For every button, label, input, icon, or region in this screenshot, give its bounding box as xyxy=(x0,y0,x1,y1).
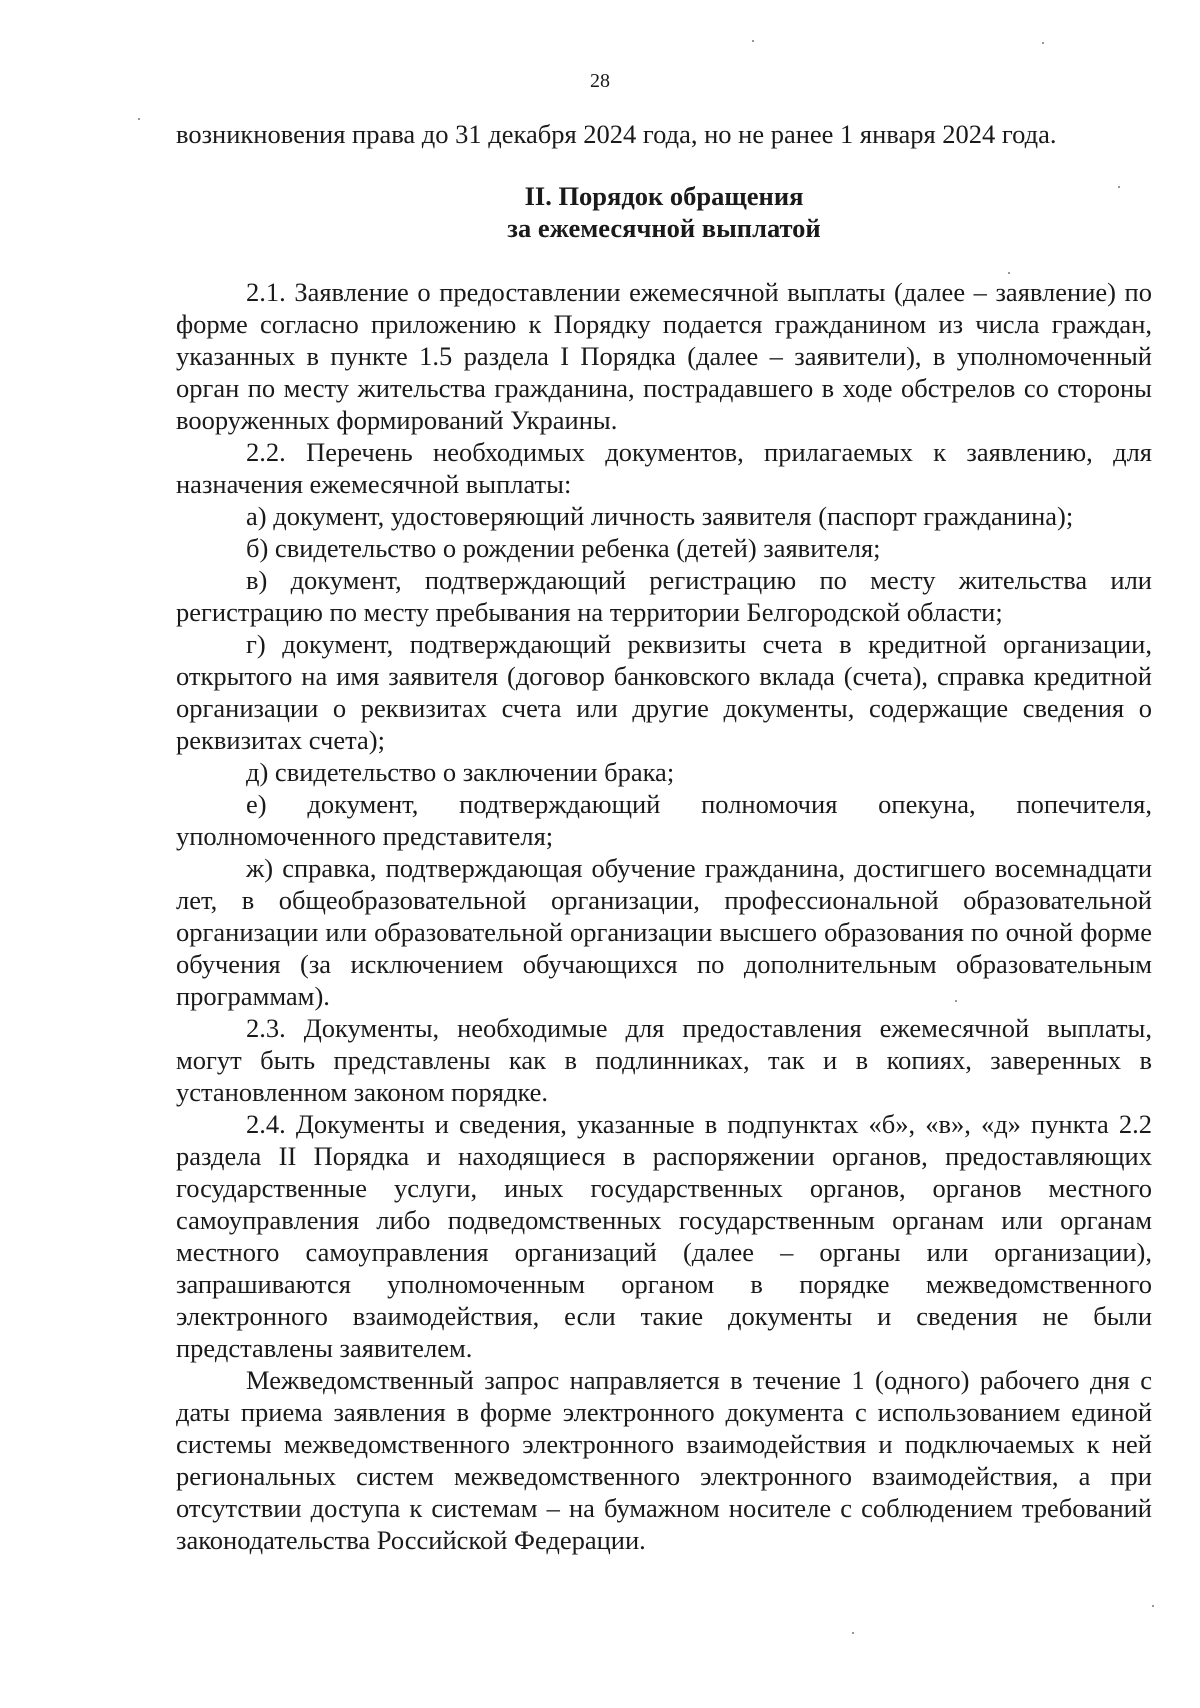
scan-speck xyxy=(138,118,140,120)
section-title-line1: II. Порядок обращения xyxy=(524,181,804,211)
list-item-a: а) документ, удостоверяющий личность заявителя (паспорт гражданина); xyxy=(246,501,1074,531)
page-number: 28 xyxy=(590,70,610,92)
paragraph-2-2: 2.2. Перечень необходимых документов, прилагаемых к заявлению, для назначения ежемесячной выплаты: xyxy=(176,437,1152,499)
scan-speck xyxy=(752,40,754,42)
list-item-v: в) документ, подтверждающий регистрацию по месту жительства или регистрацию по месту пребывания на территории Белгородской области; xyxy=(176,565,1152,627)
continuation-text: возникновения права до 31 декабря 2024 года, но не ранее 1 января 2024 года. xyxy=(176,119,1057,149)
scan-speck xyxy=(852,1632,854,1634)
section-title-line2: за ежемесячной выплатой xyxy=(507,213,821,243)
scan-speck xyxy=(955,1000,957,1002)
section-heading xyxy=(176,180,1152,244)
scan-speck xyxy=(1118,186,1120,188)
list-item-zh: ж) справка, подтверждающая обучение гражданина, достигшего восемнадцати лет, в общеобразовательной организации, профессиональной образовательной организации или образовательной организации высшего образования по очной форме обучения (за исключением обучающихся по дополнительным образовательным программам). xyxy=(176,853,1152,1011)
paragraph-2-3: 2.3. Документы, необходимые для предоставления ежемесячной выплаты, могут быть представлены как в подлинниках, так и в копиях, заверенных в установленном законом порядке. xyxy=(176,1013,1152,1107)
list-item-e: е) документ, подтверждающий полномочия опекуна, попечителя, уполномоченного представителя; xyxy=(176,789,1152,851)
paragraph-interagency-request: Межведомственный запрос направляется в течение 1 (одного) рабочего дня с даты приема заявления в форме электронного документа с использованием единой системы межведомственного электронного взаимодействия и подключаемых к ней региональных систем межведомственного электронного взаимодействия, а при отсутствии доступа к системам – на бумажном носителе с соблюдением требований законодательства Российской Федерации. xyxy=(176,1365,1152,1555)
paragraph-2-1: 2.1. Заявление о предоставлении ежемесячной выплаты (далее – заявление) по форме согласно приложению к Порядку подается гражданином из числа граждан, указанных в пункте 1.5 раздела I Порядка (далее – заявители), в уполномоченный орган по месту жительства гражданина, пострадавшего в ходе обстрелов со стороны вооруженных формирований Украины. xyxy=(176,277,1152,435)
list-item-b: б) свидетельство о рождении ребенка (детей) заявителя; xyxy=(246,533,881,563)
scan-speck xyxy=(1042,42,1044,44)
document-body xyxy=(176,118,1152,1556)
list-item-d: д) свидетельство о заключении брака; xyxy=(246,757,675,787)
paragraph-2-4: 2.4. Документы и сведения, указанные в подпунктах «б», «в», «д» пункта 2.2 раздела II Порядка и находящиеся в распоряжении органов, предоставляющих государственные услуги, иных государственных органов, органов местного самоуправления либо подведомственных государственным органам или органам местного самоуправления организаций (далее – органы или организации), запрашиваются уполномоченным органом в порядке межведомственного электронного взаимодействия, если такие документы и сведения не были представлены заявителем. xyxy=(176,1109,1152,1363)
scan-speck xyxy=(1152,1605,1154,1607)
scan-speck xyxy=(1008,272,1010,274)
list-item-g: г) документ, подтверждающий реквизиты счета в кредитной организации, открытого на имя заявителя (договор банковского вклада (счета), справка кредитной организации о реквизитах счета или другие документы, содержащие сведения о реквизитах счета); xyxy=(176,629,1152,755)
